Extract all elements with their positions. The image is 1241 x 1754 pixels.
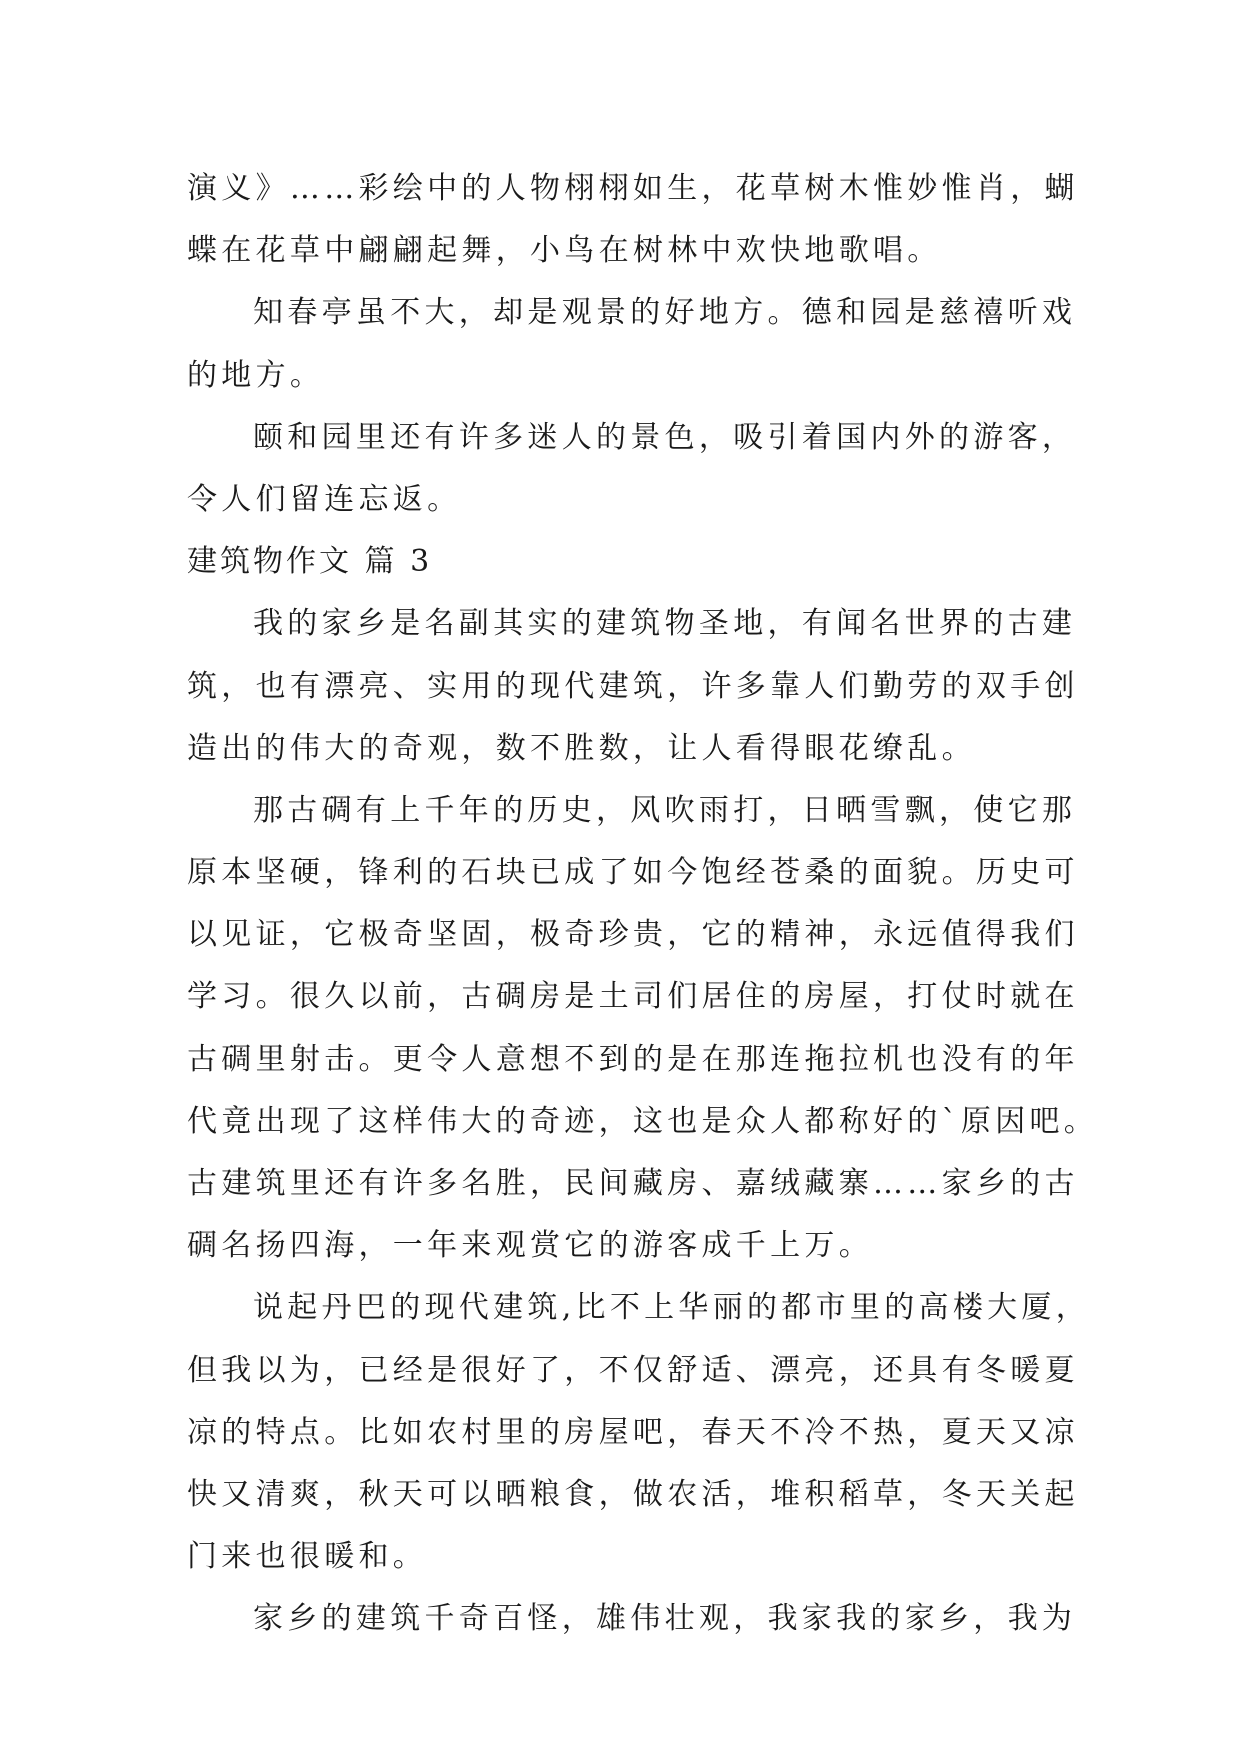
text-line: 碉名扬四海，一年来观赏它的游客成千上万。: [187, 1228, 873, 1264]
text-line: 原本坚硬，锋利的石块已成了如今饱经苍桑的面貌。历史可: [187, 855, 1079, 891]
paragraph-start: 我的家乡是名副其实的建筑物圣地，有闻名世界的古建: [253, 606, 1077, 642]
text-line: 快又清爽，秋天可以晒粮食，做农活，堆积稻草，冬天关起: [187, 1476, 1079, 1512]
paragraph-start: 家乡的建筑千奇百怪，雄伟壮观，我家我的家乡，我为: [253, 1601, 1077, 1637]
text-line: 古碉里射击。更令人意想不到的是在那连拖拉机也没有的年: [187, 1041, 1079, 1077]
paragraph-start: 说起丹巴的现代建筑,比不上华丽的都市里的高楼大厦，: [253, 1290, 1091, 1326]
text-line: 但我以为，已经是很好了，不仅舒适、漂亮，还具有冬暖夏: [187, 1352, 1079, 1388]
text-line: 学习。很久以前，古碉房是土司们居住的房屋，打仗时就在: [187, 979, 1079, 1015]
text-line: 以见证，它极奇坚固，极奇珍贵，它的精神，永远值得我们: [187, 917, 1079, 953]
paragraph-start: 那古碉有上千年的历史，风吹雨打，日晒雪飘，使它那: [253, 792, 1077, 828]
section-heading: 建筑物作文 篇 3: [187, 544, 433, 580]
text-line: 古建筑里还有许多名胜，民间藏房、嘉绒藏寨……家乡的古: [187, 1166, 1079, 1201]
paragraph-start: 颐和园里还有许多迷人的景色，吸引着国内外的游客，: [253, 419, 1077, 455]
text-line: 代竟出现了这样伟大的奇迹，这也是众人都称好的`原因吧。: [187, 1103, 1099, 1139]
paragraph-start: 知春亭虽不大，却是观景的好地方。德和园是慈禧听戏: [253, 295, 1077, 331]
text-line: 令人们留连忘返。: [187, 481, 462, 517]
document-body: [187, 158, 1099, 1651]
text-line: 凉的特点。比如农村里的房屋吧，春天不冷不热，夏天又凉: [187, 1414, 1079, 1450]
text-line: 造出的伟大的奇观，数不胜数，让人看得眼花缭乱。: [187, 730, 976, 766]
text-line: 门来也很暖和。: [187, 1539, 428, 1575]
text-line: 蝶在花草中翩翩起舞，小鸟在树林中欢快地歌唱。: [187, 233, 942, 269]
text-line: 的地方。: [187, 357, 325, 393]
text-line: 演义》……彩绘中的人物栩栩如生，花草树木惟妙惟肖，蝴: [187, 171, 1079, 206]
text-line: 筑，也有漂亮、实用的现代建筑，许多靠人们勤劳的双手创: [187, 668, 1079, 704]
